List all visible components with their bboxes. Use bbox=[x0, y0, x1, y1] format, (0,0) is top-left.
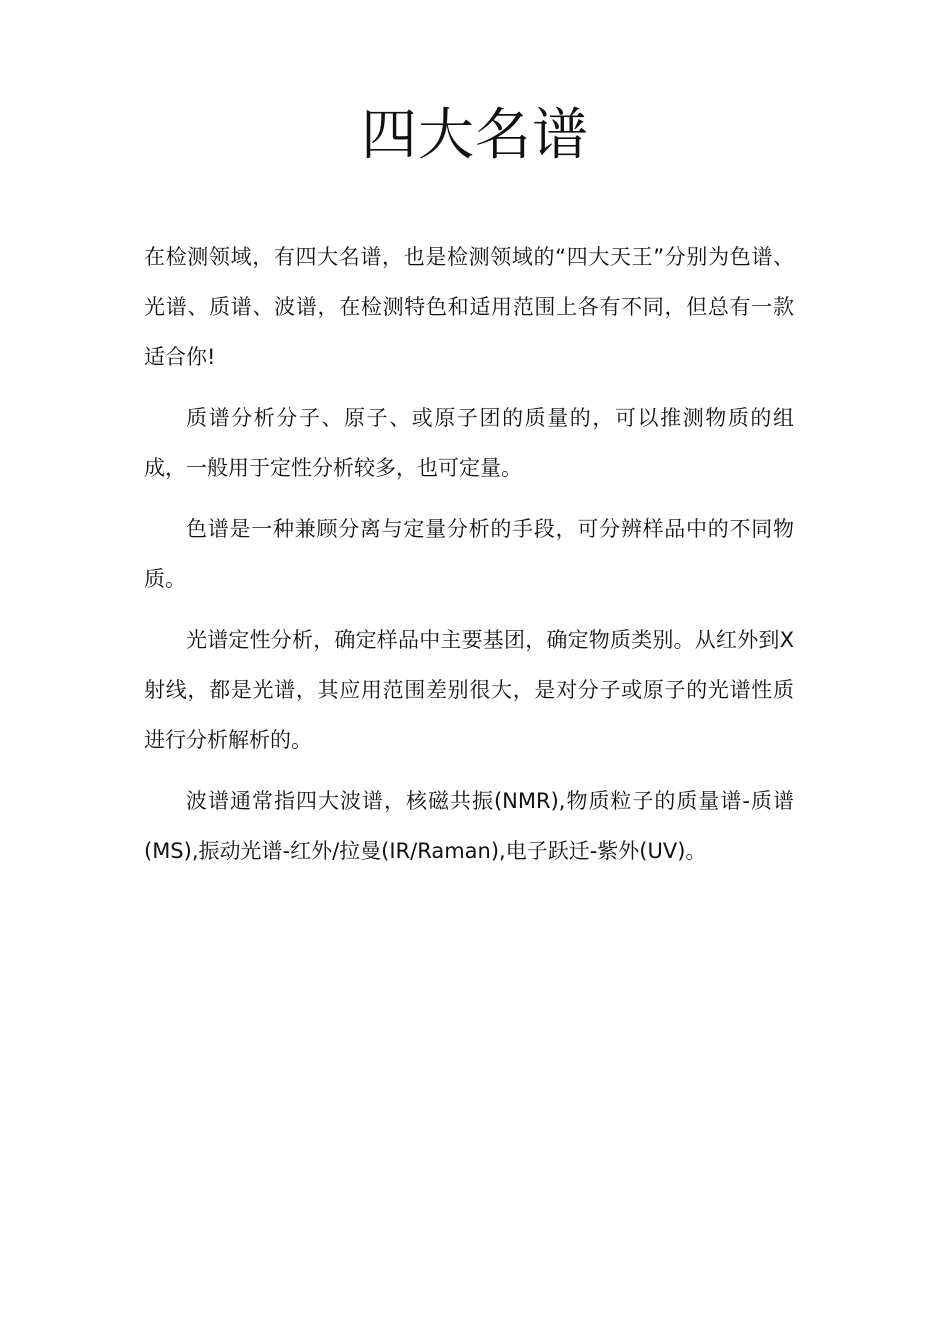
document-title: 四大名谱 bbox=[361, 103, 589, 168]
paragraph-spectroscopy: 光谱定性分析，确定样品中主要基团，确定物质类别。从红外到X射线，都是光谱，其应用范围差别很大，是对分子或原子的光谱性质进行分析解析的。 bbox=[144, 628, 794, 752]
paragraph-wave-spectra: 波谱通常指四大波谱，核磁共振(NMR),物质粒子的质量谱-质谱(MS),振动光谱-红外/拉曼(IR/Raman),电子跃迁-紫外(UV)。 bbox=[144, 789, 794, 863]
paragraph-mass-spectrometry: 质谱分析分子、原子、或原子团的质量的，可以推测物质的组成，一般用于定性分析较多，也可定量。 bbox=[144, 406, 794, 480]
paragraph-intro: 在检测领域，有四大名谱，也是检测领域的“四大天王”分别为色谱、光谱、质谱、波谱，在检测特色和适用范围上各有不同，但总有一款适合你! bbox=[144, 245, 794, 369]
paragraph-chromatography: 色谱是一种兼顾分离与定量分析的手段，可分辨样品中的不同物质。 bbox=[144, 517, 794, 591]
document-body bbox=[144, 232, 794, 887]
